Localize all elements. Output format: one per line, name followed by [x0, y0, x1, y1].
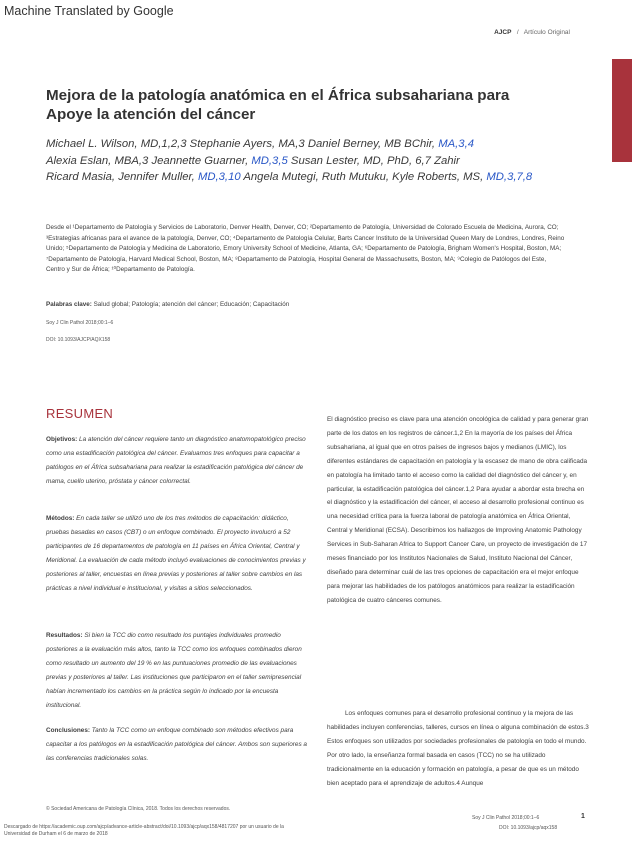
- author-line-3: Ricard Masia, Jennifer Muller, MD,3,10 Angela Mutegi, Ruth Mutuku, Kyle Roberts, MS, MD,3,7,8: [46, 171, 533, 183]
- affiliations: Desde el ¹Departamento de Patología y Servicios de Laboratorio, Denver Health, Denver, CO; ²Departamento de Patología, Universidad de Colorado Escuela de Medicina, Aurora, CO; ³Estrategias africanas para el avance de la patología, Denver, CO; ⁴Departamento de Patología Celular, Barts Cancer Instituto de la Universidad Queen Mary de Londres, Londres, Reino Unido; ⁵Departamento de Patología y Medicina de Laboratorio, Emory University School of Medicine, Atlanta, GA; ⁶Departamento de Patología, Brigham Women's Hospital, Boston, MA; ⁷Departamento de Patología, Harvard Medical School, Boston, MA; ⁸Departamento de Patología, Hospital General de Massachusetts, Boston, MA; ⁹Colegio de Patólogos del Este, Centro y Sur de África; ¹⁰Departamento de Patología.: [46, 224, 565, 273]
- article-section: Artículo Original: [523, 29, 570, 36]
- abstract-resultados: Resultados: Si bien la TCC dio como resultado los puntajes individuales promedio posteriores a la evaluación más altos, tanto la TCC como los enfoques combinados dieron como resultado un aumento del 19 % en las puntuaciones promedio de las evaluaciones previas y posteriores al taller. Las instituciones que participaron en el taller semipresencial habían incrementado los cambios en la práctica según lo indicado por la encuesta institucional.: [46, 632, 302, 709]
- journal-header: [494, 29, 570, 36]
- abstract-label: Objetivos:: [46, 436, 78, 443]
- copyright: © Sociedad Americana de Patología Clínica, 2018. Todos los derechos reservados.: [46, 806, 231, 812]
- citation: Soy J Clin Pathol 2018;00:1–6: [46, 320, 114, 326]
- article-title: Mejora de la patología anatómica en el África subsahariana para Apoye la atención del cáncer: [46, 87, 510, 123]
- footer-citation: Soy J Clin Pathol 2018;00:1–6: [472, 815, 540, 821]
- abstract-objetivos: Objetivos: La atención del cáncer requiere tanto un diagnóstico anatomopatológico preciso como una estadificación patológica del cáncer. Evaluamos tres enfoques para capacitar a patólogos en el África subsahariana para realizar la estadificación patológica del cáncer de mama, cuello uterino, próstata y cáncer colorrectal.: [46, 436, 306, 485]
- keywords-text: Salud global; Patología; atención del cáncer; Educación; Capacitación: [91, 301, 290, 308]
- intro-paragraph-2: Los enfoques comunes para el desarrollo profesional continuo y la mejora de las habilidades incluyen conferencias, talleres, cursos en línea o alguna combinación de estos.3 Estos enfoques son utilizados por sociedades profesionales de patología en todo el mundo. Por otro lado, la enseñanza formal basada en casos (TCC) no se ha utilizado tradicionalmente en la educación y formación en patología, a pesar de que es un método bien aceptado para el aprendizaje de adultos.4 Aunque: [327, 710, 589, 787]
- accent-sidebar-tab: [612, 59, 632, 162]
- abstract-label: Conclusiones:: [46, 727, 91, 734]
- doi[interactable]: DOI: 10.1093/AJCP/AQX158: [46, 337, 111, 343]
- download-notice: Descargado de https://academic.oup.com/ajcp/advance-article-abstract/doi/10.1093/ajcp/aqx158/4817207 por un usuario de la Universidad de Durham el 6 de marzo de 2018: [4, 824, 284, 837]
- author-affil-link[interactable]: MA,3,4: [438, 138, 475, 150]
- author-line-1: Michael L. Wilson, MD,1,2,3 Stephanie Ayers, MA,3 Daniel Berney, MB BChir, MA,3,4: [46, 138, 475, 150]
- abstract-label: Métodos:: [46, 515, 75, 522]
- abstract-heading: RESUMEN: [46, 406, 114, 421]
- author-list: [46, 136, 566, 186]
- author-affil-link[interactable]: MD,3,5: [251, 154, 288, 167]
- author-affil-link[interactable]: MD,3,7,8: [486, 171, 533, 183]
- journal-abbrev: AJCP: [494, 29, 512, 36]
- machine-translation-banner: Machine Translated by Google: [4, 4, 174, 18]
- abstract-metodos: Métodos: En cada taller se utilizó uno de los tres métodos de capacitación: didáctico, pruebas basadas en casos (CBT) o un enfoque combinado. El proyecto involucró a 52 participantes de 16 departamentos de patología en 11 países en África Oriental, Central y Meridional. La evaluación de cada método incluyó evaluaciones de conocimientos previas y posteriores al taller, encuestas en línea previas y posteriores al taller sobre cambios en las prácticas a nivel individual e institucional, y visitas a sitios seleccionados.: [46, 515, 306, 592]
- intro-paragraph-1: El diagnóstico preciso es clave para una atención oncológica de calidad y para generar gran parte de los datos en los registros de cáncer.1,2 En la mayoría de los países del África subsahariana, al igual que en otros países de ingresos bajos y medianos (LMIC), los diferentes estándares de capacitación en patología y la escasez de mano de obra calificada en patología ha limitado tanto el acceso como la calidad del diagnóstico del cáncer y, en particular, la estadificación patológica del cáncer.1,2 Para ayudar a abordar esta brecha en el diagnóstico y la estadificación del cáncer, el acceso al desarrollo profesional continuo es una necesidad crítica para la fuerza laboral de patología anatómica en África Oriental, Central y Meridional (ECSA). Describimos los hallazgos de Improving Anatomic Pathology Services in Sub-Saharan Africa to Support Cancer Care, un proyecto de investigación de 17 meses financiado por los Institutos Nacionales de Salud, Instituto Nacional del Cáncer, diseñado para determinar cuál de las tres opciones de capacitación era el mejor enfoque para mejorar las habilidades de los patólogos anatómicos para realizar la estadificación patológica de cuatro cánceres comunes.: [327, 416, 589, 604]
- keywords: [46, 301, 289, 308]
- header-separator: /: [516, 29, 519, 36]
- abstract-label: Resultados:: [46, 632, 83, 639]
- abstract-conclusiones: Conclusiones: Tanto la TCC como un enfoque combinado son métodos efectivos para capacitar a los patólogos en la estadificación patológica del cáncer. Ambos son superiores a las conferencias tradicionales solas.: [46, 727, 307, 762]
- page-number: 1: [581, 813, 585, 820]
- footer-doi[interactable]: DOI: 10.1093/ajcp/aqx158: [499, 825, 558, 831]
- keywords-label: Palabras clave:: [46, 301, 92, 308]
- author-affil-link[interactable]: MD,3,10: [197, 171, 241, 183]
- author-line-2: Alexia Eslan, MBA,3 Jeannette Guarner, MD,3,5 Susan Lester, MD, PhD, 6,7 Zahir: [46, 154, 460, 167]
